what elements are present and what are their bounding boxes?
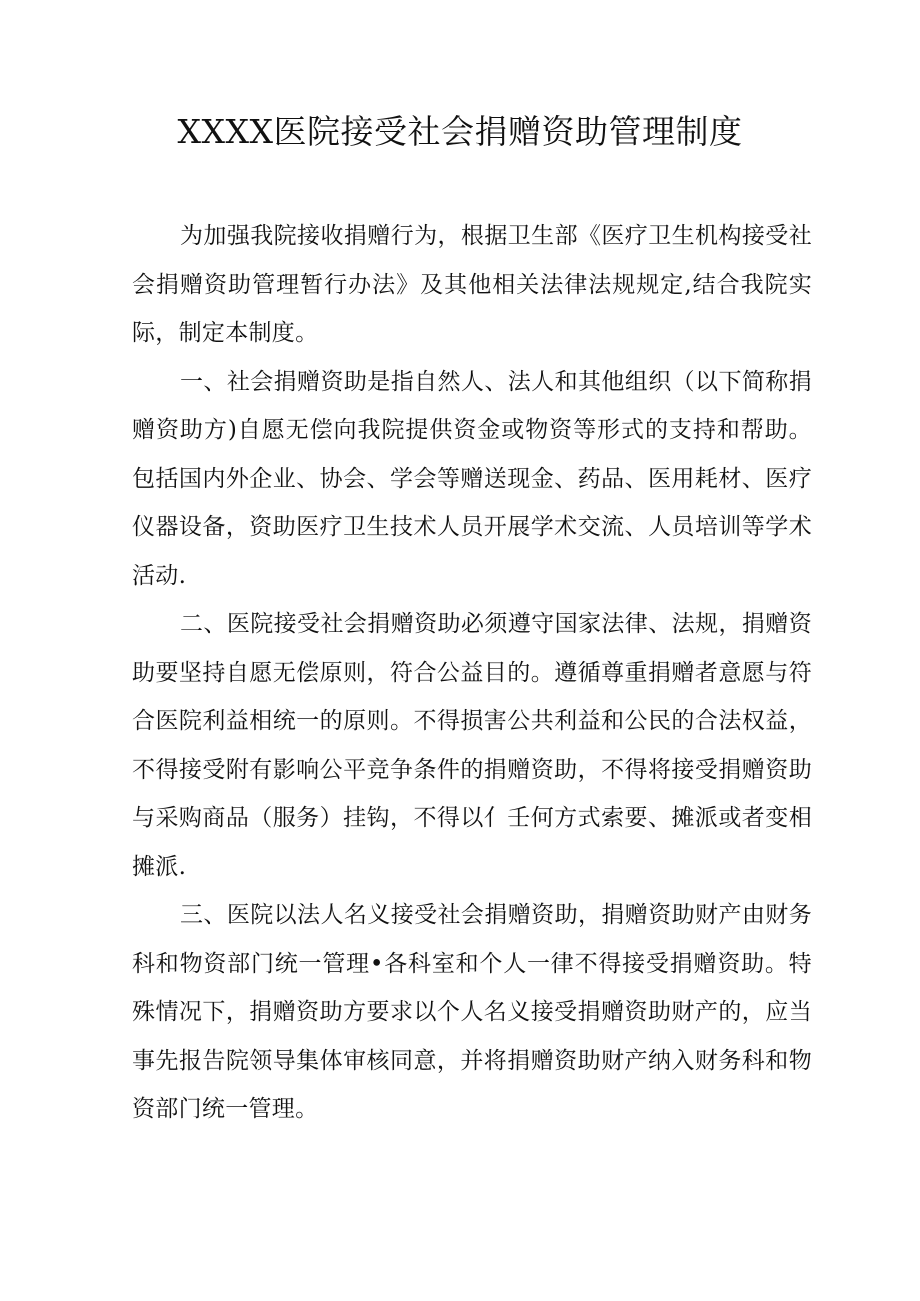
paragraph-section-1: 一、社会捐赠资助是指自然人、法人和其他组织（以下简称捐赠资助方)自愿无偿向我院提供资金或物资等形式的支持和帮助。包括国内外企业、协会、学会等赠送现金、药品、医用耗材、医疗仪器设备，资助医疗卫生技术人员开展学术交流、人员培训等学术活动. xyxy=(132,368,812,589)
paragraph-section-2: 二、医院接受社会捐赠资助必须遵守国家法律、法规，捐赠资助要坚持自愿无偿原则，符合公益目的。遵循尊重捐赠者意愿与符合医院利益相统一的原则。不得损害公共利益和公民的合法权益，不得接受附有影响公平竞争条件的捐赠资助，不得将接受捐赠资助与采购商品（服务）挂钩，不得以亻壬何方式索要、摊派或者变相摊派. xyxy=(132,611,812,880)
document-title: XXXX医院接受社会捐赠资助管理制度 xyxy=(177,112,743,151)
paragraph-section-3: 三、医院以法人名义接受社会捐赠资助，捐赠资助财产由财务科和物资部门统一管理•各科室和个人一律不得接受捐赠资助。特殊情况下，捐赠资助方要求以个人名义接受捐赠资助财产的，应当事先报告院领导集体审核同意，并将捐赠资助财产纳入财务科和物资部门统一管理。 xyxy=(132,902,812,1122)
document-body xyxy=(132,212,812,1134)
paragraph-intro: 为加强我院接收捐赠行为，根据卫生部《医疗卫生机构接受社会捐赠资助管理暂行办法》及其他相关法律法规规定,结合我院实际，制定本制度。 xyxy=(132,223,812,346)
